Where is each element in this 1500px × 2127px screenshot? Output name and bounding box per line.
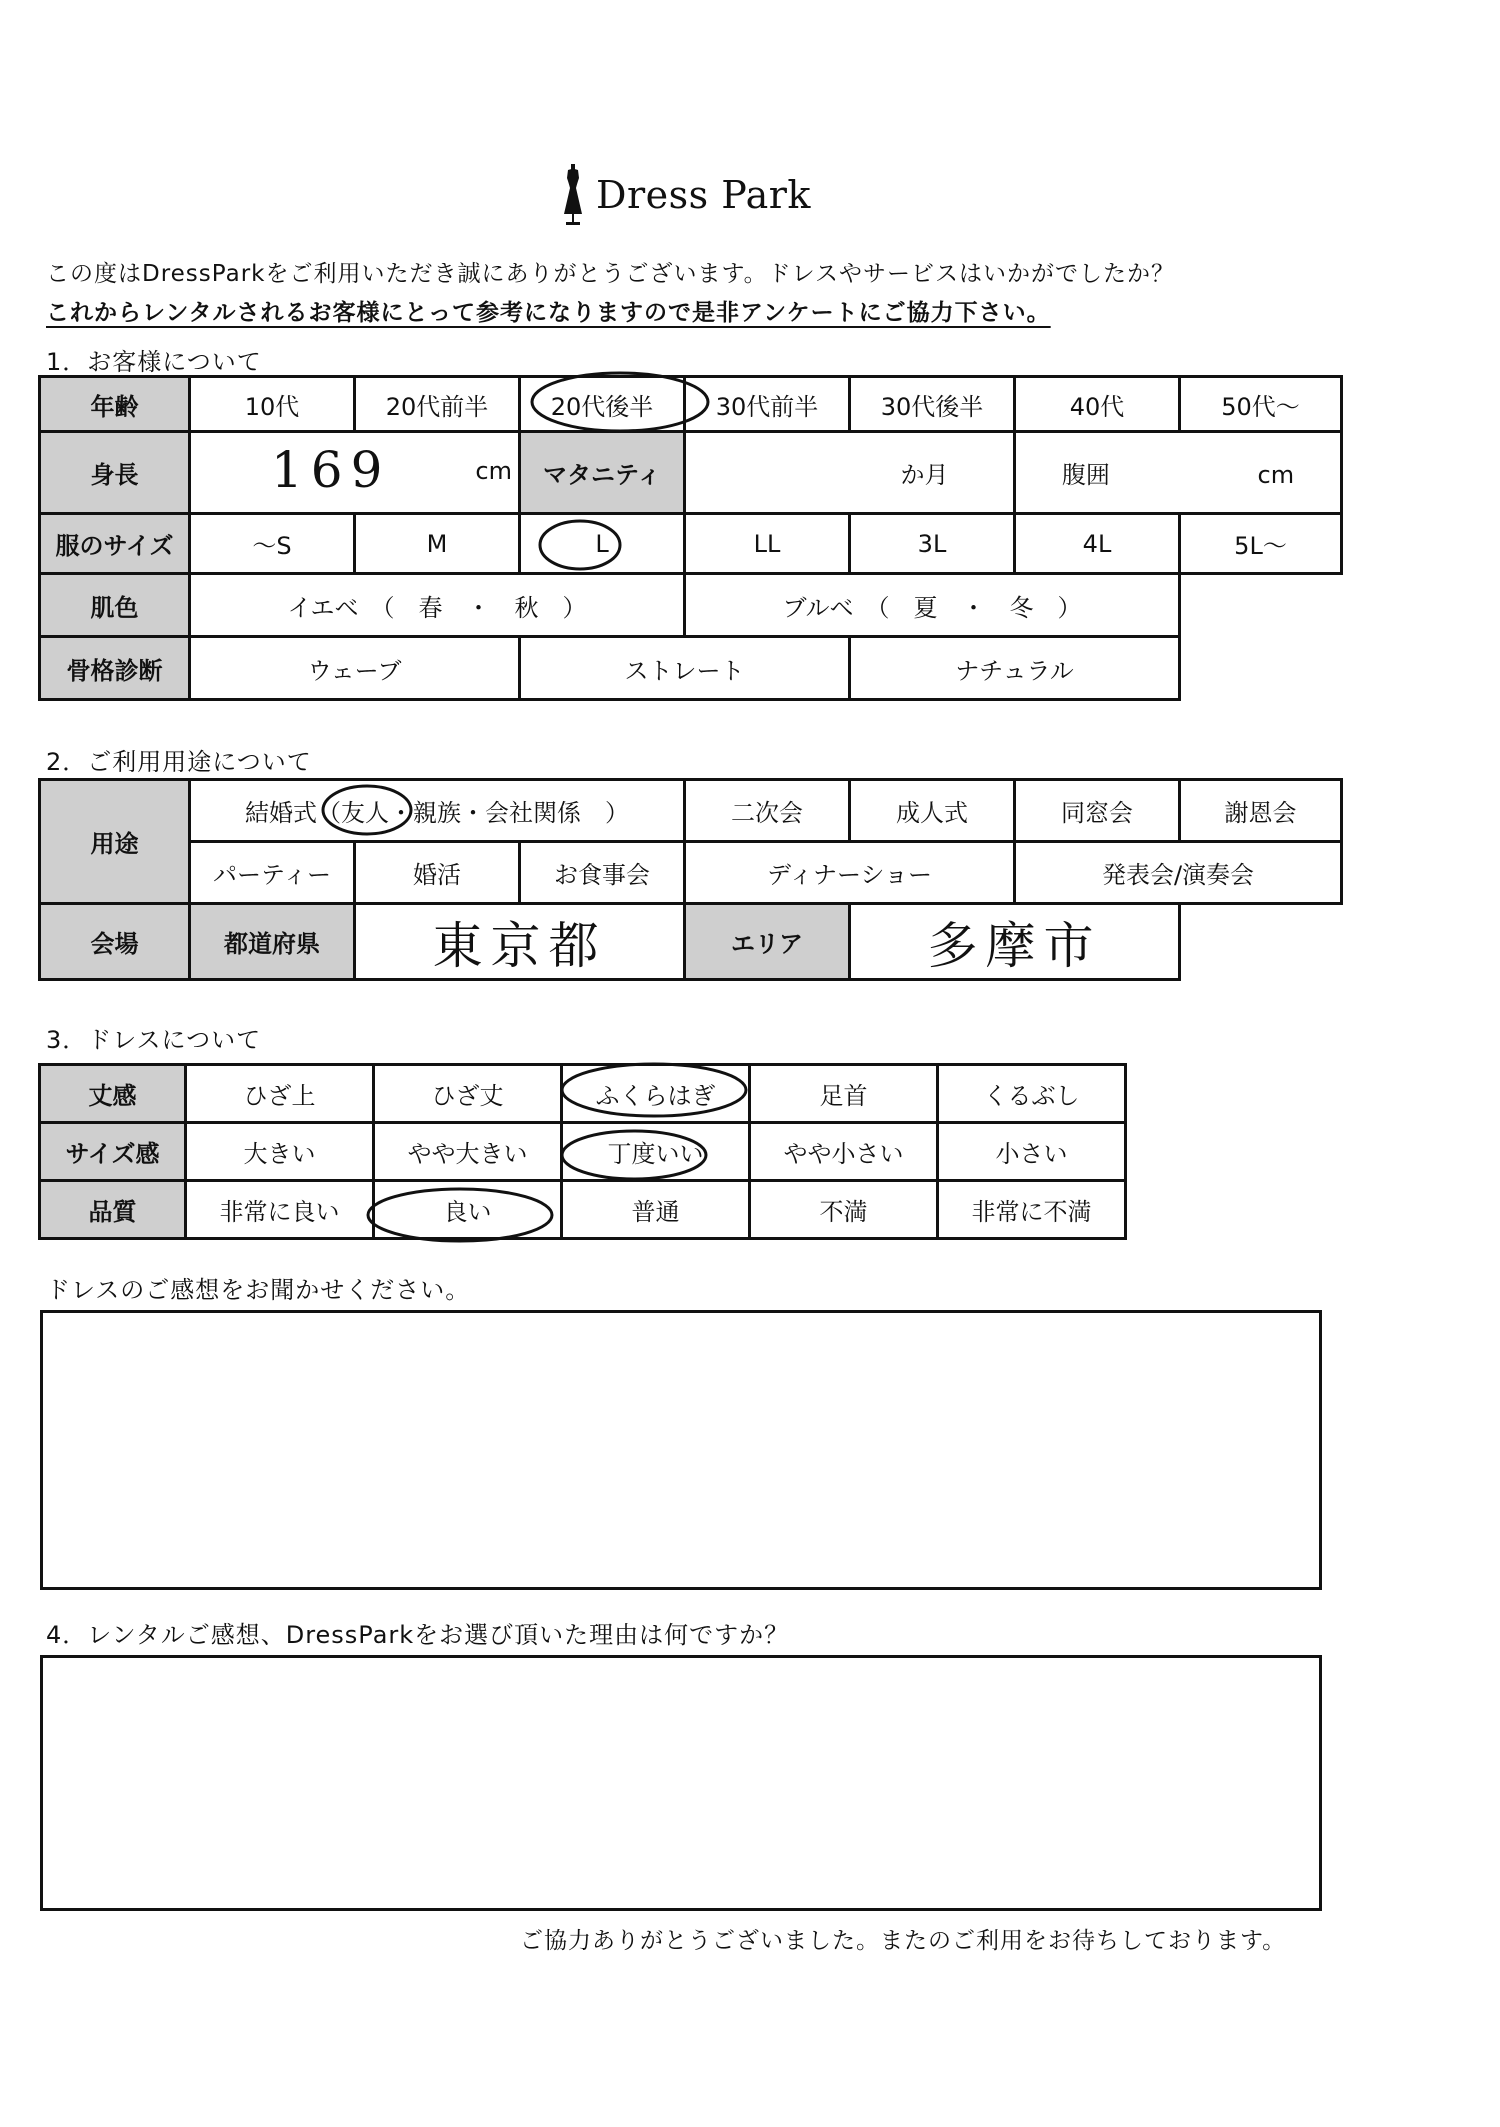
skin-label: 肌色: [40, 574, 190, 637]
age-row: [40, 377, 1342, 432]
usage-row-2: [40, 842, 1342, 904]
quality-option-selected[interactable]: 良い: [374, 1181, 562, 1239]
intro-request: これからレンタルされるお客様にとって参考になりますので是非アンケートにご協力下さい。: [46, 300, 1051, 326]
size-option[interactable]: 3L: [850, 514, 1015, 574]
height-label: 身長: [40, 432, 190, 514]
skin-row: [40, 574, 1342, 637]
fit-option[interactable]: やや小さい: [750, 1123, 938, 1181]
age-option-selected[interactable]: 20代後半: [520, 377, 685, 432]
length-option-selected[interactable]: ふくらはぎ: [562, 1065, 750, 1123]
dress-form-icon: [560, 164, 586, 226]
length-option[interactable]: 足首: [750, 1065, 938, 1123]
length-option[interactable]: くるぶし: [938, 1065, 1126, 1123]
maternity-months-field[interactable]: [685, 432, 1015, 514]
fit-label: サイズ感: [40, 1123, 186, 1181]
fit-option-selected[interactable]: 丁度いい: [562, 1123, 750, 1181]
usage-table: [38, 778, 1343, 981]
usage-option[interactable]: ディナーショー: [685, 842, 1015, 904]
age-option[interactable]: 30代後半: [850, 377, 1015, 432]
rental-comment-box[interactable]: [40, 1655, 1322, 1911]
length-option[interactable]: ひざ上: [186, 1065, 374, 1123]
fit-row: [40, 1123, 1126, 1181]
height-value: 169: [271, 441, 391, 499]
size-option[interactable]: 4L: [1015, 514, 1180, 574]
frame-option[interactable]: ウェーブ: [190, 637, 520, 700]
intro-text: この度はDressParkをご利用いただき誠にありがとうございます。ドレスやサービスはいかがでしたか？: [46, 261, 1175, 287]
dress-table: [38, 1063, 1127, 1240]
area-field[interactable]: [850, 904, 1180, 980]
usage-option[interactable]: 謝恩会: [1180, 780, 1342, 842]
dress-comment-prompt: ドレスのご感想をお聞かせください。: [46, 1276, 471, 1304]
closing-message: ご協力ありがとうございました。またのご利用をお待ちしております。: [520, 1928, 1287, 1954]
size-option-selected[interactable]: L: [520, 514, 685, 574]
usage-option[interactable]: 成人式: [850, 780, 1015, 842]
usage-option[interactable]: お食事会: [520, 842, 685, 904]
age-option[interactable]: 40代: [1015, 377, 1180, 432]
area-label: エリア: [685, 904, 850, 980]
age-label: 年齢: [40, 377, 190, 432]
brand-name: Dress Park: [596, 173, 811, 217]
waist-unit: cm: [1257, 461, 1295, 489]
size-label: 服のサイズ: [40, 514, 190, 574]
size-row: [40, 514, 1342, 574]
section3-title: 3．ドレスについて: [46, 1026, 262, 1054]
usage-option[interactable]: 発表会/演奏会: [1015, 842, 1342, 904]
brand-logo: [560, 160, 811, 230]
quality-label: 品質: [40, 1181, 186, 1239]
prefecture-field[interactable]: [355, 904, 685, 980]
venue-row: [40, 904, 1342, 980]
frame-option[interactable]: ストレート: [520, 637, 850, 700]
skin-blue-option[interactable]: ブルベ （ 夏 ・ 冬 ）: [685, 574, 1180, 637]
size-option[interactable]: LL: [685, 514, 850, 574]
height-unit: cm: [475, 457, 512, 485]
quality-option[interactable]: 普通: [562, 1181, 750, 1239]
waist-label: 腹囲: [1061, 461, 1110, 489]
size-option[interactable]: ～S: [190, 514, 355, 574]
waist-field[interactable]: [1015, 432, 1342, 514]
length-label: 丈感: [40, 1065, 186, 1123]
fit-option[interactable]: 大きい: [186, 1123, 374, 1181]
quality-option[interactable]: 非常に良い: [186, 1181, 374, 1239]
height-field[interactable]: [190, 432, 520, 514]
size-option[interactable]: M: [355, 514, 520, 574]
length-row: [40, 1065, 1126, 1123]
venue-label: 会場: [40, 904, 190, 980]
frame-label: 骨格診断: [40, 637, 190, 700]
age-option[interactable]: 20代前半: [355, 377, 520, 432]
usage-option[interactable]: パーティー: [190, 842, 355, 904]
months-unit: か月: [900, 461, 949, 489]
height-row: [40, 432, 1342, 514]
frame-option[interactable]: ナチュラル: [850, 637, 1180, 700]
skin-yellow-option[interactable]: イエベ （ 春 ・ 秋 ）: [190, 574, 685, 637]
usage-option[interactable]: 婚活: [355, 842, 520, 904]
area-value: 多摩市: [927, 916, 1102, 975]
section2-title: 2．ご利用用途について: [46, 748, 312, 776]
quality-option[interactable]: 不満: [750, 1181, 938, 1239]
usage-option[interactable]: 二次会: [685, 780, 850, 842]
prefecture-label: 都道府県: [190, 904, 355, 980]
usage-option[interactable]: 同窓会: [1015, 780, 1180, 842]
usage-row-1: [40, 780, 1342, 842]
fit-option[interactable]: 小さい: [938, 1123, 1126, 1181]
fit-option[interactable]: やや大きい: [374, 1123, 562, 1181]
usage-label: 用途: [40, 780, 190, 904]
customer-table: [38, 375, 1343, 701]
maternity-label: マタニティ: [520, 432, 685, 514]
size-option[interactable]: 5L～: [1180, 514, 1342, 574]
usage-wedding-option[interactable]: 結婚式（友人・親族・会社関係 ）: [190, 780, 685, 842]
frame-row: [40, 637, 1342, 700]
dress-comment-box[interactable]: [40, 1310, 1322, 1590]
section1-title: 1．お客様について: [46, 348, 262, 376]
prefecture-value: 東京都: [432, 916, 607, 975]
section4-title: 4．レンタルご感想、DressParkをお選び頂いた理由は何ですか？: [46, 1621, 790, 1649]
age-option[interactable]: 30代前半: [685, 377, 850, 432]
age-option[interactable]: 50代～: [1180, 377, 1342, 432]
quality-option[interactable]: 非常に不満: [938, 1181, 1126, 1239]
length-option[interactable]: ひざ丈: [374, 1065, 562, 1123]
age-option[interactable]: 10代: [190, 377, 355, 432]
quality-row: [40, 1181, 1126, 1239]
